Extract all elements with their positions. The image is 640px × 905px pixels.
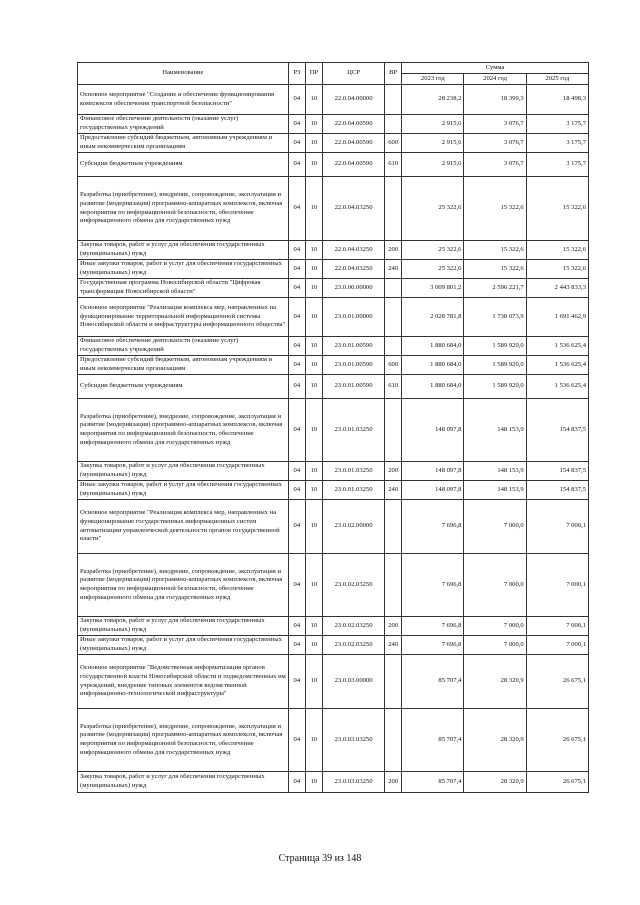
cell-csr: 23.0.01.03250 bbox=[322, 399, 384, 462]
cell-pr: 10 bbox=[305, 709, 322, 772]
cell-sum-2023: 2 028 781,8 bbox=[402, 298, 464, 337]
cell-sum-2024: 7 000,0 bbox=[464, 500, 526, 554]
budget-table bbox=[77, 62, 589, 793]
cell-sum-2023: 7 696,8 bbox=[402, 500, 464, 554]
cell-sum-2024: 148 153,9 bbox=[464, 399, 526, 462]
cell-rz: 04 bbox=[288, 298, 305, 337]
cell-pr: 10 bbox=[305, 260, 322, 279]
cell-csr: 22.0.04.03250 bbox=[322, 260, 384, 279]
table-row bbox=[78, 153, 589, 177]
cell-sum-2025: 3 175,7 bbox=[526, 115, 588, 134]
table-row bbox=[78, 500, 589, 554]
table-row bbox=[78, 115, 589, 134]
cell-csr: 22.0.04.00590 bbox=[322, 134, 384, 153]
cell-sum-2023: 7 696,8 bbox=[402, 636, 464, 655]
cell-sum-2025: 7 000,1 bbox=[526, 617, 588, 636]
header-pr: ПР bbox=[305, 63, 322, 85]
page-number: Страница 39 из 148 bbox=[278, 853, 362, 864]
cell-pr: 10 bbox=[305, 85, 322, 115]
cell-rz: 04 bbox=[288, 375, 305, 399]
cell-name: Финансовое обеспечение деятельности (оказание услуг) государственных учреждений bbox=[78, 115, 289, 134]
cell-rz: 04 bbox=[288, 337, 305, 356]
cell-vr: 200 bbox=[385, 241, 402, 260]
cell-csr: 23.0.01.00590 bbox=[322, 375, 384, 399]
cell-pr: 10 bbox=[305, 399, 322, 462]
cell-vr: 240 bbox=[385, 481, 402, 500]
cell-pr: 10 bbox=[305, 153, 322, 177]
cell-sum-2025: 1 536 625,4 bbox=[526, 375, 588, 399]
cell-name: Предоставление субсидий бюджетным, автономным учреждениям и иным некоммерческим организациям bbox=[78, 356, 289, 375]
cell-pr: 10 bbox=[305, 617, 322, 636]
cell-name: Иные закупки товаров, работ и услуг для обеспечения государственных (муниципальных) нужд bbox=[78, 260, 289, 279]
cell-name: Предоставление субсидий бюджетным, автономным учреждениям и иным некоммерческим организациям bbox=[78, 134, 289, 153]
table-row bbox=[78, 399, 589, 462]
table-row bbox=[78, 709, 589, 772]
cell-sum-2025: 154 837,5 bbox=[526, 399, 588, 462]
cell-pr: 10 bbox=[305, 636, 322, 655]
cell-sum-2023: 2 915,6 bbox=[402, 115, 464, 134]
cell-rz: 04 bbox=[288, 85, 305, 115]
cell-rz: 04 bbox=[288, 279, 305, 298]
cell-csr: 23.0.02.03250 bbox=[322, 554, 384, 617]
cell-sum-2025: 1 536 625,4 bbox=[526, 337, 588, 356]
cell-sum-2025: 26 675,1 bbox=[526, 655, 588, 709]
cell-sum-2023: 25 322,6 bbox=[402, 260, 464, 279]
cell-sum-2024: 7 000,0 bbox=[464, 636, 526, 655]
cell-rz: 04 bbox=[288, 655, 305, 709]
cell-pr: 10 bbox=[305, 177, 322, 241]
cell-vr: 600 bbox=[385, 356, 402, 375]
cell-csr: 23.0.01.03250 bbox=[322, 462, 384, 481]
cell-sum-2023: 2 915,6 bbox=[402, 134, 464, 153]
cell-csr: 23.0.02.03250 bbox=[322, 617, 384, 636]
cell-rz: 04 bbox=[288, 500, 305, 554]
cell-rz: 04 bbox=[288, 709, 305, 772]
cell-sum-2025: 3 175,7 bbox=[526, 134, 588, 153]
cell-rz: 04 bbox=[288, 462, 305, 481]
cell-sum-2025: 154 837,5 bbox=[526, 462, 588, 481]
cell-csr: 23.0.01.03250 bbox=[322, 481, 384, 500]
cell-sum-2023: 25 322,6 bbox=[402, 241, 464, 260]
cell-vr: 610 bbox=[385, 153, 402, 177]
cell-sum-2025: 3 175,7 bbox=[526, 153, 588, 177]
table-row bbox=[78, 260, 589, 279]
cell-sum-2023: 1 880 684,0 bbox=[402, 375, 464, 399]
cell-sum-2024: 1 589 920,0 bbox=[464, 375, 526, 399]
header-vr: ВР bbox=[385, 63, 402, 85]
cell-csr: 22.0.04.00590 bbox=[322, 115, 384, 134]
cell-sum-2023: 1 880 684,0 bbox=[402, 356, 464, 375]
cell-name: Субсидии бюджетным учреждениям bbox=[78, 153, 289, 177]
header-csr: ЦСР bbox=[322, 63, 384, 85]
cell-csr: 23.0.03.03250 bbox=[322, 709, 384, 772]
cell-csr: 22.0.04.00590 bbox=[322, 153, 384, 177]
header-year-2023: 2023 год bbox=[402, 74, 464, 85]
table-body bbox=[78, 85, 589, 793]
cell-sum-2023: 3 009 801,2 bbox=[402, 279, 464, 298]
cell-rz: 04 bbox=[288, 241, 305, 260]
cell-sum-2023: 7 696,8 bbox=[402, 617, 464, 636]
cell-rz: 04 bbox=[288, 153, 305, 177]
cell-sum-2024: 18 399,3 bbox=[464, 85, 526, 115]
cell-vr bbox=[385, 279, 402, 298]
cell-sum-2024: 3 076,7 bbox=[464, 115, 526, 134]
header-rz: РЗ bbox=[288, 63, 305, 85]
cell-sum-2024: 28 320,9 bbox=[464, 772, 526, 793]
cell-vr bbox=[385, 554, 402, 617]
table-row bbox=[78, 356, 589, 375]
cell-vr: 200 bbox=[385, 772, 402, 793]
cell-rz: 04 bbox=[288, 177, 305, 241]
cell-pr: 10 bbox=[305, 481, 322, 500]
cell-sum-2025: 26 675,1 bbox=[526, 772, 588, 793]
table-row bbox=[78, 617, 589, 636]
cell-rz: 04 bbox=[288, 134, 305, 153]
cell-sum-2024: 7 000,0 bbox=[464, 617, 526, 636]
cell-sum-2023: 85 707,4 bbox=[402, 655, 464, 709]
cell-sum-2024: 15 322,6 bbox=[464, 260, 526, 279]
cell-sum-2024: 15 322,6 bbox=[464, 241, 526, 260]
table-row bbox=[78, 177, 589, 241]
header-year-2025: 2025 год bbox=[526, 74, 588, 85]
cell-name: Основное мероприятие "Ведомственная информатизация органов государственной власти Новосибирской области и подведомственных им учреждений, внедрение типовых элементов ведомственной информационно-технологической инфраструктуры" bbox=[78, 655, 289, 709]
cell-vr: 240 bbox=[385, 636, 402, 655]
cell-vr bbox=[385, 655, 402, 709]
cell-csr: 22.0.04.00000 bbox=[322, 85, 384, 115]
cell-csr: 22.0.04.03250 bbox=[322, 241, 384, 260]
table-row bbox=[78, 636, 589, 655]
cell-sum-2023: 2 915,6 bbox=[402, 153, 464, 177]
table-row bbox=[78, 298, 589, 337]
cell-rz: 04 bbox=[288, 554, 305, 617]
cell-rz: 04 bbox=[288, 636, 305, 655]
cell-vr bbox=[385, 85, 402, 115]
cell-vr: 200 bbox=[385, 462, 402, 481]
cell-sum-2024: 1 589 920,0 bbox=[464, 356, 526, 375]
cell-name: Закупка товаров, работ и услуг для обеспечения государственных (муниципальных) нужд bbox=[78, 617, 289, 636]
cell-sum-2025: 7 000,1 bbox=[526, 500, 588, 554]
cell-csr: 23.0.01.00000 bbox=[322, 298, 384, 337]
cell-rz: 04 bbox=[288, 115, 305, 134]
cell-sum-2024: 1 589 920,0 bbox=[464, 337, 526, 356]
cell-vr: 610 bbox=[385, 375, 402, 399]
table-row bbox=[78, 85, 589, 115]
table-row bbox=[78, 279, 589, 298]
cell-csr: 23.0.00.00000 bbox=[322, 279, 384, 298]
cell-rz: 04 bbox=[288, 772, 305, 793]
cell-pr: 10 bbox=[305, 772, 322, 793]
cell-vr bbox=[385, 399, 402, 462]
cell-sum-2023: 148 097,8 bbox=[402, 462, 464, 481]
cell-sum-2025: 15 322,6 bbox=[526, 177, 588, 241]
cell-vr: 200 bbox=[385, 617, 402, 636]
cell-name: Основное мероприятие "Реализация комплекса мер, направленных на функционирование территориальной информационной системы Новосибирской области и инфраструктуры информационного общества" bbox=[78, 298, 289, 337]
cell-sum-2024: 7 000,0 bbox=[464, 554, 526, 617]
cell-name: Закупка товаров, работ и услуг для обеспечения государственных (муниципальных) нужд bbox=[78, 462, 289, 481]
cell-name: Закупка товаров, работ и услуг для обеспечения государственных (муниципальных) нужд bbox=[78, 772, 289, 793]
cell-rz: 04 bbox=[288, 260, 305, 279]
cell-name: Субсидии бюджетным учреждениям bbox=[78, 375, 289, 399]
cell-pr: 10 bbox=[305, 375, 322, 399]
cell-name: Разработка (приобретение), внедрение, сопровождение, эксплуатация и развитие (модернизация) программно-аппаратных комплексов, включая мероприятия по информационной безопасности, обеспечение информационного обмена для государственных нужд bbox=[78, 554, 289, 617]
cell-sum-2023: 148 097,8 bbox=[402, 399, 464, 462]
table-header bbox=[78, 63, 589, 85]
cell-sum-2025: 1 536 625,4 bbox=[526, 356, 588, 375]
cell-pr: 10 bbox=[305, 298, 322, 337]
cell-rz: 04 bbox=[288, 356, 305, 375]
cell-name: Разработка (приобретение), внедрение, сопровождение, эксплуатация и развитие (модернизация) программно-аппаратных комплексов, включая мероприятия по информационной безопасности, обеспечение информационного обмена для государственных нужд bbox=[78, 177, 289, 241]
cell-sum-2025: 15 322,6 bbox=[526, 260, 588, 279]
cell-sum-2023: 25 322,6 bbox=[402, 177, 464, 241]
cell-pr: 10 bbox=[305, 655, 322, 709]
cell-rz: 04 bbox=[288, 617, 305, 636]
cell-vr bbox=[385, 298, 402, 337]
header-year-2024: 2024 год bbox=[464, 74, 526, 85]
table-row bbox=[78, 337, 589, 356]
table-row bbox=[78, 554, 589, 617]
cell-sum-2025: 7 000,1 bbox=[526, 554, 588, 617]
table-row bbox=[78, 375, 589, 399]
cell-pr: 10 bbox=[305, 554, 322, 617]
cell-vr: 240 bbox=[385, 260, 402, 279]
header-sum: Сумма bbox=[402, 63, 589, 74]
cell-sum-2023: 85 707,4 bbox=[402, 709, 464, 772]
cell-name: Основное мероприятие "Реализация комплекса мер, направленных на функционирование государственных информационных систем автоматизации управленческой деятельности органов государственной власти" bbox=[78, 500, 289, 554]
cell-sum-2024: 148 153,9 bbox=[464, 481, 526, 500]
cell-name: Финансовое обеспечение деятельности (оказание услуг) государственных учреждений bbox=[78, 337, 289, 356]
cell-rz: 04 bbox=[288, 481, 305, 500]
cell-name: Закупка товаров, работ и услуг для обеспечения государственных (муниципальных) нужд bbox=[78, 241, 289, 260]
cell-name: Иные закупки товаров, работ и услуг для обеспечения государственных (муниципальных) нужд bbox=[78, 636, 289, 655]
cell-csr: 23.0.02.00000 bbox=[322, 500, 384, 554]
cell-csr: 23.0.03.03250 bbox=[322, 772, 384, 793]
cell-sum-2025: 7 000,1 bbox=[526, 636, 588, 655]
cell-sum-2025: 2 443 833,3 bbox=[526, 279, 588, 298]
cell-pr: 10 bbox=[305, 356, 322, 375]
cell-pr: 10 bbox=[305, 500, 322, 554]
cell-sum-2023: 28 238,2 bbox=[402, 85, 464, 115]
table-row bbox=[78, 462, 589, 481]
cell-sum-2024: 2 596 221,7 bbox=[464, 279, 526, 298]
cell-pr: 10 bbox=[305, 337, 322, 356]
cell-sum-2023: 1 880 684,0 bbox=[402, 337, 464, 356]
table-row bbox=[78, 241, 589, 260]
cell-sum-2024: 3 076,7 bbox=[464, 134, 526, 153]
table-row bbox=[78, 772, 589, 793]
cell-sum-2024: 3 076,7 bbox=[464, 153, 526, 177]
cell-vr bbox=[385, 115, 402, 134]
cell-csr: 23.0.01.00590 bbox=[322, 337, 384, 356]
header-name: Наименование bbox=[78, 63, 289, 85]
table-row bbox=[78, 481, 589, 500]
cell-pr: 10 bbox=[305, 115, 322, 134]
cell-sum-2024: 148 153,9 bbox=[464, 462, 526, 481]
cell-name: Основное мероприятие "Создание и обеспечение функционирования комплексов обеспечения транспортной безопасности" bbox=[78, 85, 289, 115]
cell-sum-2025: 154 837,5 bbox=[526, 481, 588, 500]
cell-vr bbox=[385, 709, 402, 772]
cell-rz: 04 bbox=[288, 399, 305, 462]
cell-pr: 10 bbox=[305, 279, 322, 298]
cell-pr: 10 bbox=[305, 462, 322, 481]
cell-vr: 600 bbox=[385, 134, 402, 153]
cell-vr bbox=[385, 500, 402, 554]
cell-name: Иные закупки товаров, работ и услуг для обеспечения государственных (муниципальных) нужд bbox=[78, 481, 289, 500]
table-row bbox=[78, 134, 589, 153]
cell-name: Разработка (приобретение), внедрение, сопровождение, эксплуатация и развитие (модернизация) программно-аппаратных комплексов, включая мероприятия по информационной безопасности, обеспечение информационного обмена для государственных нужд bbox=[78, 399, 289, 462]
cell-pr: 10 bbox=[305, 134, 322, 153]
cell-vr bbox=[385, 337, 402, 356]
cell-csr: 23.0.03.00000 bbox=[322, 655, 384, 709]
cell-sum-2024: 28 320,9 bbox=[464, 709, 526, 772]
cell-sum-2024: 28 320,9 bbox=[464, 655, 526, 709]
cell-sum-2023: 85 707,4 bbox=[402, 772, 464, 793]
cell-csr: 22.0.04.03250 bbox=[322, 177, 384, 241]
cell-sum-2025: 15 322,6 bbox=[526, 241, 588, 260]
cell-sum-2023: 7 696,8 bbox=[402, 554, 464, 617]
cell-sum-2023: 148 097,8 bbox=[402, 481, 464, 500]
cell-sum-2024: 1 738 073,9 bbox=[464, 298, 526, 337]
cell-pr: 10 bbox=[305, 241, 322, 260]
cell-sum-2025: 1 691 462,9 bbox=[526, 298, 588, 337]
cell-sum-2025: 18 498,3 bbox=[526, 85, 588, 115]
cell-csr: 23.0.01.00590 bbox=[322, 356, 384, 375]
cell-vr bbox=[385, 177, 402, 241]
cell-name: Разработка (приобретение), внедрение, сопровождение, эксплуатация и развитие (модернизация) программно-аппаратных комплексов, включая мероприятия по информационной безопасности, обеспечение информационного обмена для государственных нужд bbox=[78, 709, 289, 772]
table-row bbox=[78, 655, 589, 709]
cell-sum-2025: 26 675,1 bbox=[526, 709, 588, 772]
cell-sum-2024: 15 322,6 bbox=[464, 177, 526, 241]
cell-csr: 23.0.02.03250 bbox=[322, 636, 384, 655]
cell-name: Государственная программа Новосибирской области "Цифровая трансформация Новосибирской области" bbox=[78, 279, 289, 298]
